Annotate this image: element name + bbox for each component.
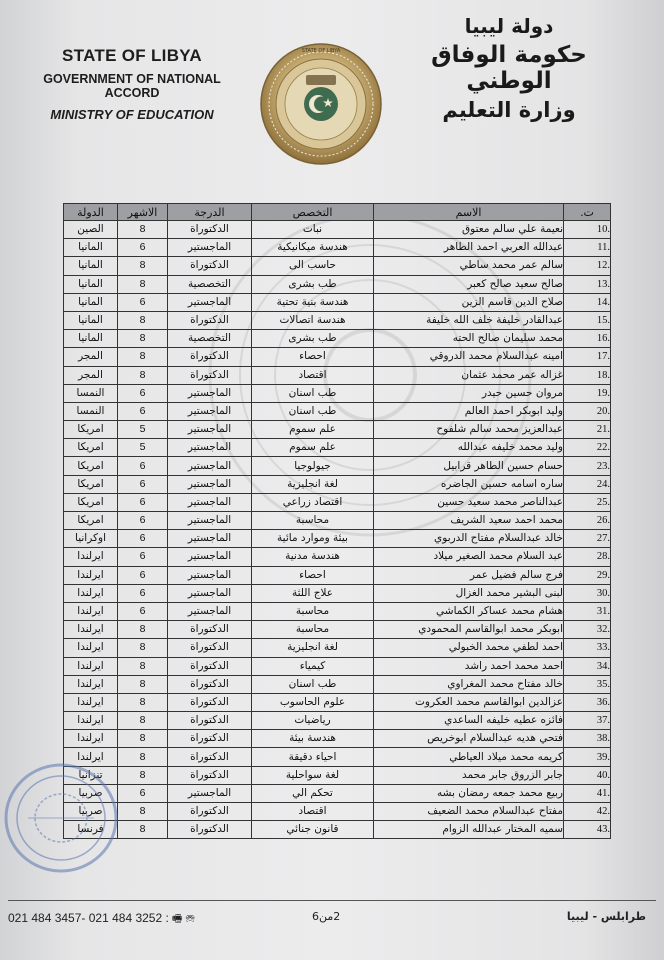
months-cell: 6	[118, 239, 168, 257]
months-cell: 6	[118, 602, 168, 620]
student-name-cell: عبد السلام محمد الصغير ميلاد	[374, 548, 564, 566]
table-row	[64, 821, 611, 839]
student-name-cell: مفتاح عبدالسلام محمد الضعيف	[374, 803, 564, 821]
months-cell: 6	[118, 457, 168, 475]
table-row	[64, 402, 611, 420]
table-row	[64, 693, 611, 711]
degree-cell: التخصصية	[168, 330, 252, 348]
degree-cell: الماجستير	[168, 784, 252, 802]
student-name-cell: سميه المختار عبدالله الزوام	[374, 821, 564, 839]
country-cell: ايرلندا	[64, 693, 118, 711]
row-number-cell: 31.	[564, 602, 611, 620]
country-cell: ايرلندا	[64, 621, 118, 639]
months-cell: 8	[118, 257, 168, 275]
country-cell: ايرلندا	[64, 748, 118, 766]
row-number-cell: 24.	[564, 475, 611, 493]
header-num: ت.	[564, 204, 611, 221]
specialization-cell: هندسة اتصالات	[252, 311, 374, 329]
degree-cell: الماجستير	[168, 512, 252, 530]
student-name-cell: وليد ابوبكر احمد العالم	[374, 402, 564, 420]
degree-cell: الماجستير	[168, 421, 252, 439]
months-cell: 6	[118, 548, 168, 566]
months-cell: 8	[118, 803, 168, 821]
specialization-cell: احياء دقيقة	[252, 748, 374, 766]
specialization-cell: طب اسنان	[252, 384, 374, 402]
row-number-cell: 39.	[564, 748, 611, 766]
specialization-cell: اقتصاد زراعي	[252, 493, 374, 511]
row-number-cell: 20.	[564, 402, 611, 420]
table-row	[64, 784, 611, 802]
specialization-cell: هندسة بنية تحتية	[252, 293, 374, 311]
months-cell: 8	[118, 730, 168, 748]
row-number-cell: 43.	[564, 821, 611, 839]
row-number-cell: 25.	[564, 493, 611, 511]
table-row	[64, 457, 611, 475]
specialization-cell: كيمياء	[252, 657, 374, 675]
specialization-cell: محاسبة	[252, 512, 374, 530]
months-cell: 8	[118, 657, 168, 675]
degree-cell: الماجستير	[168, 475, 252, 493]
country-cell: المانيا	[64, 257, 118, 275]
student-name-cell: وليد محمد خليفه عبدالله	[374, 439, 564, 457]
specialization-cell: علم سموم	[252, 439, 374, 457]
specialization-cell: علوم الحاسوب	[252, 693, 374, 711]
english-header	[22, 46, 242, 122]
table-row	[64, 712, 611, 730]
row-number-cell: 16.	[564, 330, 611, 348]
degree-cell: الدكتوراة	[168, 730, 252, 748]
months-cell: 8	[118, 221, 168, 239]
months-cell: 6	[118, 402, 168, 420]
student-name-cell: فائزه عطيه خليفه الساعدي	[374, 712, 564, 730]
specialization-cell: بيئة وموارد مائية	[252, 530, 374, 548]
row-number-cell: 30.	[564, 584, 611, 602]
specialization-cell: لغة سواحلية	[252, 766, 374, 784]
footer-phone	[8, 910, 195, 929]
months-cell: 5	[118, 439, 168, 457]
months-cell: 8	[118, 311, 168, 329]
student-name-cell: عبدالناصر محمد سعيد حسين	[374, 493, 564, 511]
country-cell: ايرلندا	[64, 657, 118, 675]
degree-cell: الماجستير	[168, 493, 252, 511]
state-title-en: STATE OF LIBYA	[62, 46, 202, 65]
header-specialization: التخصص	[252, 204, 374, 221]
header-name: الاسم	[374, 204, 564, 221]
phone-fax-icon: 🖷 ☏	[171, 913, 196, 925]
country-cell: امريكا	[64, 457, 118, 475]
ministry-stamp	[2, 760, 120, 876]
row-number-cell: 15.	[564, 311, 611, 329]
student-name-cell: احمد لطفي محمد الخبولي	[374, 639, 564, 657]
specialization-cell: احصاء	[252, 348, 374, 366]
specialization-cell: اقتصاد	[252, 803, 374, 821]
student-name-cell: كريمه محمد ميلاد العياطي	[374, 748, 564, 766]
months-cell: 6	[118, 493, 168, 511]
student-name-cell: جابر الزروق جابر محمد	[374, 766, 564, 784]
row-number-cell: 41.	[564, 784, 611, 802]
country-cell: المجر	[64, 348, 118, 366]
row-number-cell: 21.	[564, 421, 611, 439]
table-row	[64, 621, 611, 639]
header-months: الاشهر	[118, 204, 168, 221]
table-row	[64, 311, 611, 329]
country-cell: النمسا	[64, 384, 118, 402]
months-cell: 8	[118, 366, 168, 384]
country-cell: المانيا	[64, 239, 118, 257]
country-cell: المانيا	[64, 275, 118, 293]
country-cell: ايرلندا	[64, 584, 118, 602]
degree-cell: الدكتوراة	[168, 621, 252, 639]
specialization-cell: هندسة بيئة	[252, 730, 374, 748]
row-number-cell: 40.	[564, 766, 611, 784]
country-cell: امريكا	[64, 475, 118, 493]
table-row	[64, 748, 611, 766]
row-number-cell: 22.	[564, 439, 611, 457]
specialization-cell: لغة انجليزية	[252, 639, 374, 657]
table-body	[64, 221, 611, 839]
row-number-cell: 18.	[564, 366, 611, 384]
student-name-cell: ساره اسامه حسين الجاضره	[374, 475, 564, 493]
degree-cell: الدكتوراة	[168, 803, 252, 821]
scholarship-roster-table	[63, 203, 611, 839]
degree-cell: الدكتوراة	[168, 311, 252, 329]
months-cell: 8	[118, 693, 168, 711]
degree-cell: الدكتوراة	[168, 766, 252, 784]
row-number-cell: 17.	[564, 348, 611, 366]
country-cell: ايرلندا	[64, 712, 118, 730]
country-cell: امريكا	[64, 512, 118, 530]
student-name-cell: امينه عبدالسلام محمد الدروقي	[374, 348, 564, 366]
student-name-cell: هشام محمد عساكر الكماشي	[374, 602, 564, 620]
table-header-row	[64, 204, 611, 221]
months-cell: 6	[118, 512, 168, 530]
table-row	[64, 221, 611, 239]
header-degree: الدرجة	[168, 204, 252, 221]
table-row	[64, 439, 611, 457]
student-name-cell: ربيع محمد جمعه رمضان بشه	[374, 784, 564, 802]
header-country: الدولة	[64, 204, 118, 221]
specialization-cell: احصاء	[252, 566, 374, 584]
row-number-cell: 19.	[564, 384, 611, 402]
student-name-cell: مروان حسين حيدر	[374, 384, 564, 402]
country-cell: امريكا	[64, 493, 118, 511]
degree-cell: الماجستير	[168, 566, 252, 584]
degree-cell: الماجستير	[168, 602, 252, 620]
student-name-cell: محمد سليمان صالح الحته	[374, 330, 564, 348]
table-row	[64, 384, 611, 402]
table-row	[64, 657, 611, 675]
government-title-ar: حكومة الوفاق الوطني	[431, 42, 587, 94]
degree-cell: الماجستير	[168, 439, 252, 457]
table-row	[64, 293, 611, 311]
footer-divider	[8, 900, 656, 901]
specialization-cell: علم سموم	[252, 421, 374, 439]
degree-cell: الدكتوراة	[168, 639, 252, 657]
student-name-cell: نعيمة علي سالم معتوق	[374, 221, 564, 239]
degree-cell: الماجستير	[168, 584, 252, 602]
student-name-cell: حسام حسين الطاهر قرابيل	[374, 457, 564, 475]
months-cell: 8	[118, 748, 168, 766]
degree-cell: الدكتوراة	[168, 348, 252, 366]
country-cell: المانيا	[64, 293, 118, 311]
ministry-title-en: MINISTRY OF EDUCATION	[50, 107, 214, 122]
specialization-cell: تحكم الي	[252, 784, 374, 802]
country-cell: فرنسا	[64, 821, 118, 839]
degree-cell: الماجستير	[168, 457, 252, 475]
degree-cell: الدكتوراة	[168, 693, 252, 711]
row-number-cell: 37.	[564, 712, 611, 730]
student-name-cell: محمد احمد سعيد الشريف	[374, 512, 564, 530]
degree-cell: الدكتوراة	[168, 221, 252, 239]
table-row	[64, 512, 611, 530]
months-cell: 6	[118, 384, 168, 402]
specialization-cell: لغة انجليزية	[252, 475, 374, 493]
months-cell: 8	[118, 330, 168, 348]
table-row	[64, 493, 611, 511]
specialization-cell: هندسة مدنية	[252, 548, 374, 566]
table-row	[64, 348, 611, 366]
months-cell: 6	[118, 566, 168, 584]
footer-city: طرابلس - ليبيا	[566, 910, 646, 923]
state-seal-logo	[260, 42, 382, 166]
state-title-ar: دولة ليبيا	[464, 14, 554, 38]
table-row	[64, 639, 611, 657]
months-cell: 5	[118, 421, 168, 439]
degree-cell: الدكتوراة	[168, 821, 252, 839]
specialization-cell: حاسب الى	[252, 257, 374, 275]
row-number-cell: 35.	[564, 675, 611, 693]
specialization-cell: قانون جنائي	[252, 821, 374, 839]
phone-numbers: 021 484 3457- 021 484 3252 :	[8, 911, 169, 925]
row-number-cell: 32.	[564, 621, 611, 639]
student-name-cell: عبدالعزيز محمد سالم شلفوح	[374, 421, 564, 439]
months-cell: 8	[118, 348, 168, 366]
row-number-cell: 36.	[564, 693, 611, 711]
country-cell: ايرلندا	[64, 566, 118, 584]
degree-cell: الدكتوراة	[168, 712, 252, 730]
country-cell: امريكا	[64, 421, 118, 439]
degree-cell: الدكتوراة	[168, 675, 252, 693]
country-cell: ايرلندا	[64, 730, 118, 748]
table-row	[64, 421, 611, 439]
degree-cell: الماجستير	[168, 402, 252, 420]
table-row	[64, 366, 611, 384]
student-name-cell: ابوبكر محمد ابوالقاسم المحمودي	[374, 621, 564, 639]
row-number-cell: 11.	[564, 239, 611, 257]
country-cell: امريكا	[64, 439, 118, 457]
table-row	[64, 475, 611, 493]
months-cell: 8	[118, 621, 168, 639]
row-number-cell: 23.	[564, 457, 611, 475]
student-name-cell: فتحي هديه عبدالسلام ابوخريص	[374, 730, 564, 748]
specialization-cell: اقتصاد	[252, 366, 374, 384]
specialization-cell: رياضيات	[252, 712, 374, 730]
months-cell: 8	[118, 766, 168, 784]
student-name-cell: سالم عمر محمد ساطي	[374, 257, 564, 275]
row-number-cell: 27.	[564, 530, 611, 548]
specialization-cell: طب بشرى	[252, 330, 374, 348]
row-number-cell: 10.	[564, 221, 611, 239]
specialization-cell: علاج اللثة	[252, 584, 374, 602]
months-cell: 8	[118, 675, 168, 693]
table-row	[64, 730, 611, 748]
months-cell: 6	[118, 784, 168, 802]
country-cell: صربيا	[64, 784, 118, 802]
student-name-cell: خالد مفتاح محمد المغراوي	[374, 675, 564, 693]
country-cell: المجر	[64, 366, 118, 384]
table-row	[64, 275, 611, 293]
table-row	[64, 530, 611, 548]
country-cell: اوكرانيا	[64, 530, 118, 548]
months-cell: 6	[118, 475, 168, 493]
row-number-cell: 14.	[564, 293, 611, 311]
specialization-cell: طب بشرى	[252, 275, 374, 293]
row-number-cell: 34.	[564, 657, 611, 675]
country-cell: الصين	[64, 221, 118, 239]
months-cell: 8	[118, 639, 168, 657]
row-number-cell: 38.	[564, 730, 611, 748]
country-cell: ايرلندا	[64, 675, 118, 693]
months-cell: 8	[118, 821, 168, 839]
specialization-cell: محاسبة	[252, 602, 374, 620]
months-cell: 8	[118, 712, 168, 730]
ministry-title-ar: وزارة التعليم	[442, 98, 576, 122]
country-cell: ايرلندا	[64, 639, 118, 657]
degree-cell: الماجستير	[168, 293, 252, 311]
country-cell: المانيا	[64, 311, 118, 329]
degree-cell: الماجستير	[168, 530, 252, 548]
specialization-cell: طب اسنان	[252, 402, 374, 420]
table-row	[64, 548, 611, 566]
table-row	[64, 602, 611, 620]
student-name-cell: خالد عبدالسلام مفتاح الدربوي	[374, 530, 564, 548]
row-number-cell: 26.	[564, 512, 611, 530]
table-row	[64, 239, 611, 257]
student-name-cell: صالح سعيد صالح كعبر	[374, 275, 564, 293]
student-name-cell: عبدالله العربي احمد الطاهر	[374, 239, 564, 257]
degree-cell: التخصصية	[168, 275, 252, 293]
row-number-cell: 28.	[564, 548, 611, 566]
table-row	[64, 766, 611, 784]
country-cell: ايرلندا	[64, 602, 118, 620]
specialization-cell: جيولوجيا	[252, 457, 374, 475]
months-cell: 6	[118, 293, 168, 311]
row-number-cell: 29.	[564, 566, 611, 584]
student-name-cell: فرج سالم فضيل عمر	[374, 566, 564, 584]
degree-cell: الدكتوراة	[168, 657, 252, 675]
student-name-cell: لبنى البشير محمد الغزال	[374, 584, 564, 602]
degree-cell: الماجستير	[168, 548, 252, 566]
page-number: 2من6	[312, 910, 341, 923]
degree-cell: الماجستير	[168, 239, 252, 257]
student-name-cell: صلاح الدين قاسم الزين	[374, 293, 564, 311]
country-cell: المانيا	[64, 330, 118, 348]
government-title-en: GOVERNMENT OF NATIONAL ACCORD	[43, 72, 221, 100]
country-cell: تنزانيا	[64, 766, 118, 784]
table-row	[64, 675, 611, 693]
table-row	[64, 584, 611, 602]
months-cell: 8	[118, 275, 168, 293]
row-number-cell: 12.	[564, 257, 611, 275]
specialization-cell: محاسبة	[252, 621, 374, 639]
row-number-cell: 13.	[564, 275, 611, 293]
student-name-cell: غزاله عمر محمد عثمان	[374, 366, 564, 384]
country-cell: صربيا	[64, 803, 118, 821]
student-name-cell: احمد محمد احمد راشد	[374, 657, 564, 675]
degree-cell: الدكتوراة	[168, 257, 252, 275]
country-cell: ايرلندا	[64, 548, 118, 566]
table-row	[64, 330, 611, 348]
months-cell: 6	[118, 530, 168, 548]
table-row	[64, 566, 611, 584]
months-cell: 6	[118, 584, 168, 602]
arabic-header	[394, 14, 624, 122]
table-row	[64, 803, 611, 821]
row-number-cell: 33.	[564, 639, 611, 657]
degree-cell: الماجستير	[168, 384, 252, 402]
degree-cell: الدكتوراة	[168, 366, 252, 384]
seal-text: STATE OF LIBYA	[301, 48, 341, 54]
table-row	[64, 257, 611, 275]
country-cell: النمسا	[64, 402, 118, 420]
student-name-cell: عبدالقادر خليفة خلف الله خليفة	[374, 311, 564, 329]
student-name-cell: عزالدين ابوالقاسم محمد العكروت	[374, 693, 564, 711]
degree-cell: الدكتوراة	[168, 748, 252, 766]
specialization-cell: هندسة ميكانيكية	[252, 239, 374, 257]
specialization-cell: نبات	[252, 221, 374, 239]
specialization-cell: طب اسنان	[252, 675, 374, 693]
row-number-cell: 42.	[564, 803, 611, 821]
